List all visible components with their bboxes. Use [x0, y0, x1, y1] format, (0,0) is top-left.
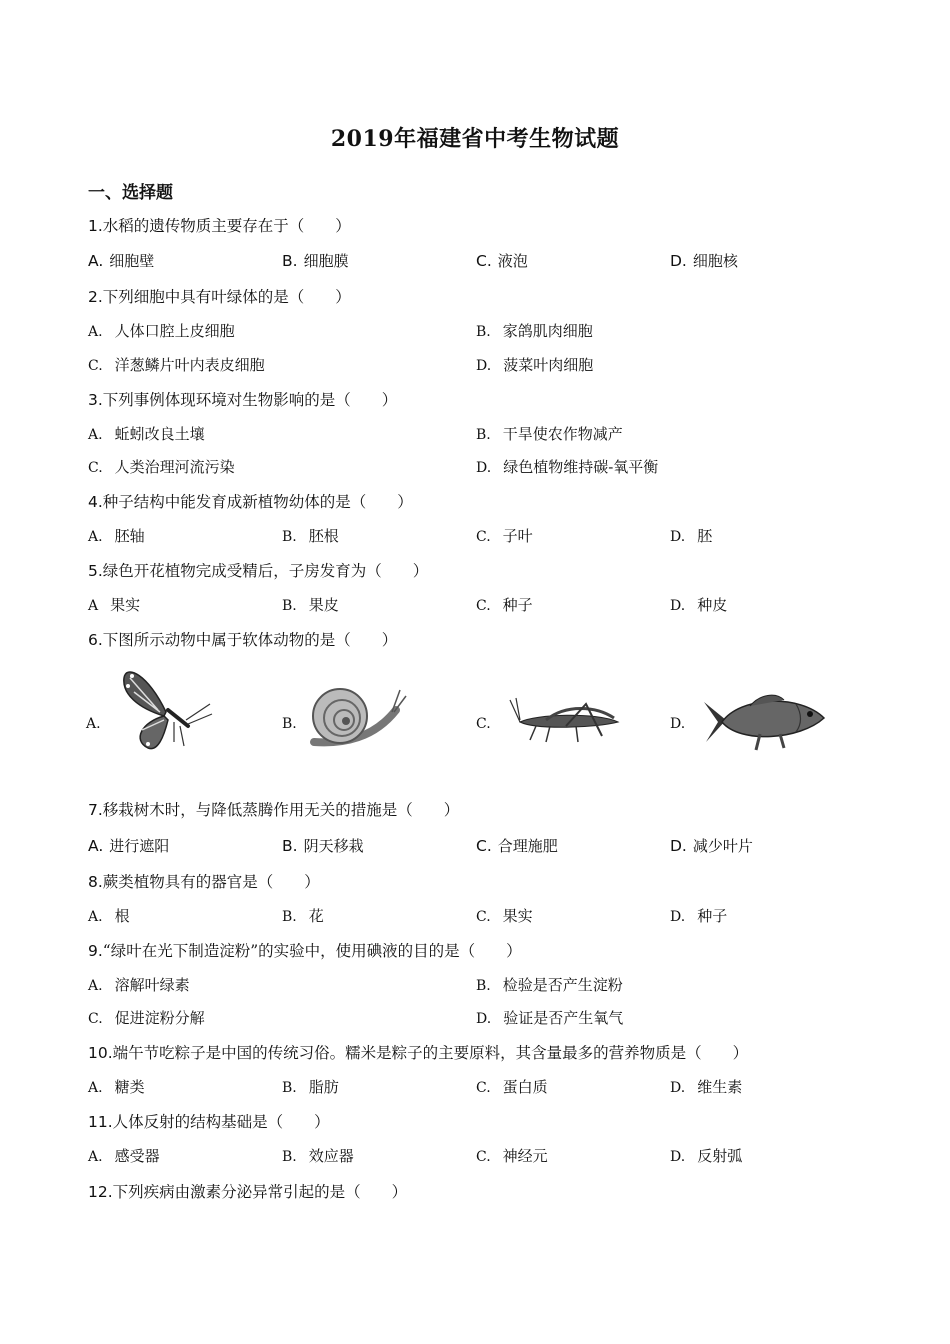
question-7: [88, 798, 459, 820]
option-6d-letter[interactable]: D.: [670, 716, 686, 732]
option-4d[interactable]: D. 胚: [670, 527, 713, 545]
question-text: 下图所示动物中属于软体动物的是（ ）: [102, 631, 398, 649]
option-5d[interactable]: D. 种皮: [670, 596, 728, 614]
question-number: 3.: [88, 391, 103, 409]
question-6: [88, 628, 397, 650]
question-1: [88, 214, 351, 236]
option-9a[interactable]: A. 溶解叶绿素: [88, 976, 190, 994]
option-5a[interactable]: A 果实: [88, 596, 141, 614]
option-8c[interactable]: C. 果实: [476, 907, 533, 925]
option-10c[interactable]: C. 蛋白质: [476, 1078, 548, 1096]
question-10: [88, 1041, 748, 1063]
option-10a[interactable]: A. 糖类: [88, 1078, 145, 1096]
question-11: [88, 1110, 330, 1132]
question-text: 水稻的遗传物质主要存在于（ ）: [102, 217, 351, 235]
question-text: “绿叶在光下制造淀粉”的实验中，使用碘液的目的是（ ）: [102, 942, 522, 960]
option-7a[interactable]: A. 进行遮阳: [88, 837, 170, 855]
section-heading: 一、选择题: [88, 183, 173, 203]
option-4a[interactable]: A. 胚轴: [88, 527, 145, 545]
question-number: 1.: [88, 217, 103, 235]
question-text: 人体反射的结构基础是（ ）: [112, 1113, 330, 1131]
option-3c[interactable]: C. 人类治理河流污染: [88, 458, 235, 476]
question-text: 下列细胞中具有叶绿体的是（ ）: [102, 288, 351, 306]
option-11d[interactable]: D. 反射弧: [670, 1147, 743, 1165]
option-9b[interactable]: B. 检验是否产生淀粉: [476, 976, 623, 994]
question-text: 蕨类植物具有的器官是（ ）: [102, 873, 320, 891]
question-text: 移栽树木时，与降低蒸腾作用无关的措施是（ ）: [102, 801, 460, 819]
option-11a[interactable]: A. 感受器: [88, 1147, 160, 1165]
option-10b[interactable]: B. 脂肪: [282, 1078, 339, 1096]
option-5b[interactable]: B. 果皮: [282, 596, 339, 614]
option-6b-letter[interactable]: B.: [282, 716, 297, 732]
question-4: [88, 490, 413, 512]
question-5: [88, 559, 428, 581]
question-number: 8.: [88, 873, 103, 891]
option-11c[interactable]: C. 神经元: [476, 1147, 548, 1165]
option-8a[interactable]: A. 根: [88, 907, 130, 925]
page-title: 2019年福建省中考生物试题: [330, 126, 620, 152]
option-7b[interactable]: B. 阴天移栽: [282, 837, 364, 855]
question-text: 下列疾病由激素分泌异常引起的是（ ）: [112, 1183, 408, 1201]
question-text: 绿色开花植物完成受精后，子房发育为（ ）: [102, 562, 429, 580]
option-6a-letter[interactable]: A.: [86, 716, 101, 732]
option-3d[interactable]: D. 绿色植物维持碳-氧平衡: [476, 458, 659, 476]
question-number: 7.: [88, 801, 103, 819]
option-3b[interactable]: B. 干旱使农作物减产: [476, 425, 623, 443]
option-7d[interactable]: D. 减少叶片: [670, 837, 753, 855]
option-2a[interactable]: A. 人体口腔上皮细胞: [88, 322, 235, 340]
option-1b[interactable]: B. 细胞膜: [282, 252, 349, 270]
question-number: 11.: [88, 1113, 113, 1131]
question-number: 5.: [88, 562, 103, 580]
option-1c[interactable]: C. 液泡: [476, 252, 528, 270]
question-number: 2.: [88, 288, 103, 306]
question-number: 6.: [88, 631, 103, 649]
option-2b[interactable]: B. 家鸽肌肉细胞: [476, 322, 593, 340]
option-2d[interactable]: D. 菠菜叶肉细胞: [476, 356, 594, 374]
option-8d[interactable]: D. 种子: [670, 907, 728, 925]
question-number: 10.: [88, 1044, 113, 1062]
option-8b[interactable]: B. 花: [282, 907, 324, 925]
option-10d[interactable]: D. 维生素: [670, 1078, 743, 1096]
question-9: [88, 939, 522, 961]
question-number: 4.: [88, 493, 103, 511]
option-4c[interactable]: C. 子叶: [476, 527, 533, 545]
butterfly-icon: [118, 664, 218, 756]
option-2c[interactable]: C. 洋葱鳞片叶内表皮细胞: [88, 356, 265, 374]
option-6c-letter[interactable]: C.: [476, 716, 491, 732]
question-number: 12.: [88, 1183, 113, 1201]
option-1d[interactable]: D. 细胞核: [670, 252, 738, 270]
question-2: [88, 285, 351, 307]
option-1a[interactable]: A. 细胞壁: [88, 252, 155, 270]
grasshopper-icon: [506, 696, 626, 746]
option-4b[interactable]: B. 胚根: [282, 527, 339, 545]
question-3: [88, 388, 397, 410]
question-8: [88, 870, 320, 892]
question-text: 端午节吃粽子是中国的传统习俗。糯米是粽子的主要原料，其含量最多的营养物质是（ ）: [112, 1044, 749, 1062]
snail-icon: [304, 680, 408, 750]
fish-icon: [700, 690, 830, 760]
option-3a[interactable]: A. 蚯蚓改良土壤: [88, 425, 205, 443]
question-text: 下列事例体现环境对生物影响的是（ ）: [102, 391, 398, 409]
option-9c[interactable]: C. 促进淀粉分解: [88, 1009, 205, 1027]
option-11b[interactable]: B. 效应器: [282, 1147, 354, 1165]
option-5c[interactable]: C. 种子: [476, 596, 533, 614]
option-7c[interactable]: C. 合理施肥: [476, 837, 558, 855]
option-9d[interactable]: D. 验证是否产生氧气: [476, 1009, 624, 1027]
question-text: 种子结构中能发育成新植物幼体的是（ ）: [102, 493, 413, 511]
question-number: 9.: [88, 942, 103, 960]
question-12: [88, 1180, 407, 1202]
